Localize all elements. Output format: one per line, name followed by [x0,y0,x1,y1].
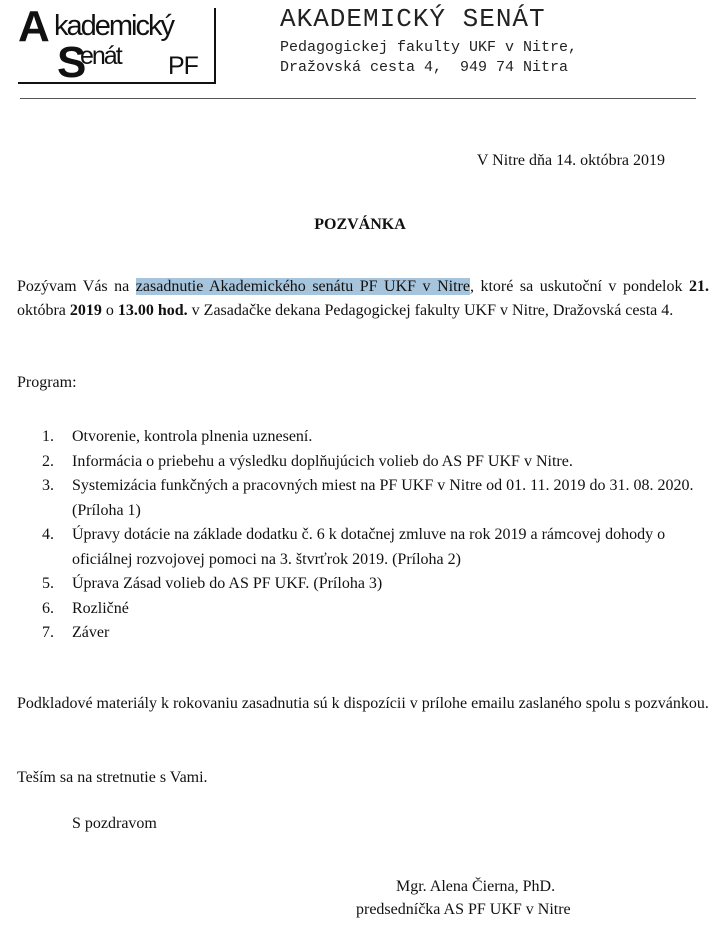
letterhead-line-1: Pedagogickej fakulty UKF v Nitre, [280,39,578,56]
meeting-time: 13.00 hod. [117,302,188,319]
item-text: Rozličné [72,599,129,617]
regards-line: S pozdravom [72,815,157,832]
intro-text-2: , ktoré sa uskutoční v pondelok [469,278,689,295]
list-item [42,523,702,572]
meeting-year: 2019 [69,302,102,319]
signature-role: predsedníčka AS PF UKF v Nitre [356,901,571,918]
item-text: Otvorenie, kontrola plnenia uznesení. [72,428,313,445]
item-number: 5. [42,575,54,592]
item-text: Úprava Zásad volieb do AS PF UKF. (Príloha 3) [72,575,383,592]
program-list [42,425,702,646]
logo-letter-a: A [18,2,48,51]
letterhead-line-2: Dražovská cesta 4, 949 74 Nitra [280,59,569,76]
item-text: Úpravy dotácie na základe dodatku č. 6 k dotačnej zmluve na rok 2019 a rámcovej dohody o oficiálnej rozvojovej pomoci na 3. štvrťrok 2019. (Príloha 2) [72,526,666,568]
document-title: POZVÁNKA [314,216,406,233]
intro-paragraph [17,275,709,323]
meeting-day: 21. [689,278,709,295]
item-number: 3. [42,477,54,494]
item-number: 7. [42,624,54,641]
logo-letter-s: S [57,38,87,87]
closing-line: Teším sa na stretnutie s Vami. [17,769,208,786]
list-item [42,597,702,622]
senate-logo [18,2,216,87]
item-text: Systemizácia funkčných a pracovných miest na PF UKF v Nitre od 01. 11. 2019 do 31. 08. 2020. (Príloha 1) [72,477,694,519]
logo-text-enat: enát [80,42,121,70]
list-item [42,425,702,450]
list-item [42,450,702,475]
program-label: Program: [17,374,77,391]
logo-text-pf: PF [168,52,198,80]
letterhead-title: AKADEMICKÝ SENÁT [280,4,546,34]
logo-text-kademicky: kademický [54,10,173,42]
item-number: 4. [42,526,54,543]
intro-text-3: októbra [17,302,70,319]
item-number: 2. [42,452,54,470]
item-text: Záver [72,624,110,641]
intro-text-5: v Zasadačke dekana Pedagogickej fakulty UKF v Nitre, Dražovská cesta 4. [187,302,674,319]
signature-name: Mgr. Alena Čierna, PhD. [396,878,556,895]
intro-text-1: Pozývam Vás na [17,278,136,295]
list-item [42,474,702,523]
list-item [42,572,702,597]
header-divider [20,98,696,99]
letter-date: V Nitre dňa 14. októbra 2019 [476,152,665,169]
item-text: Informácia o priebehu a výsledku doplňujúcich volieb do AS PF UKF v Nitre. [72,452,573,470]
item-number: 6. [42,599,54,617]
intro-text-4: o [101,302,118,319]
highlighted-text[interactable]: zasadnutie Akademického senátu PF UKF v Nitre [135,278,470,295]
materials-paragraph: Podkladové materiály k rokovaniu zasadnutia sú k dispozícii v prílohe emailu zaslaného spolu s pozvánkou. [17,695,709,712]
list-item [42,621,702,646]
item-number: 1. [42,428,54,445]
